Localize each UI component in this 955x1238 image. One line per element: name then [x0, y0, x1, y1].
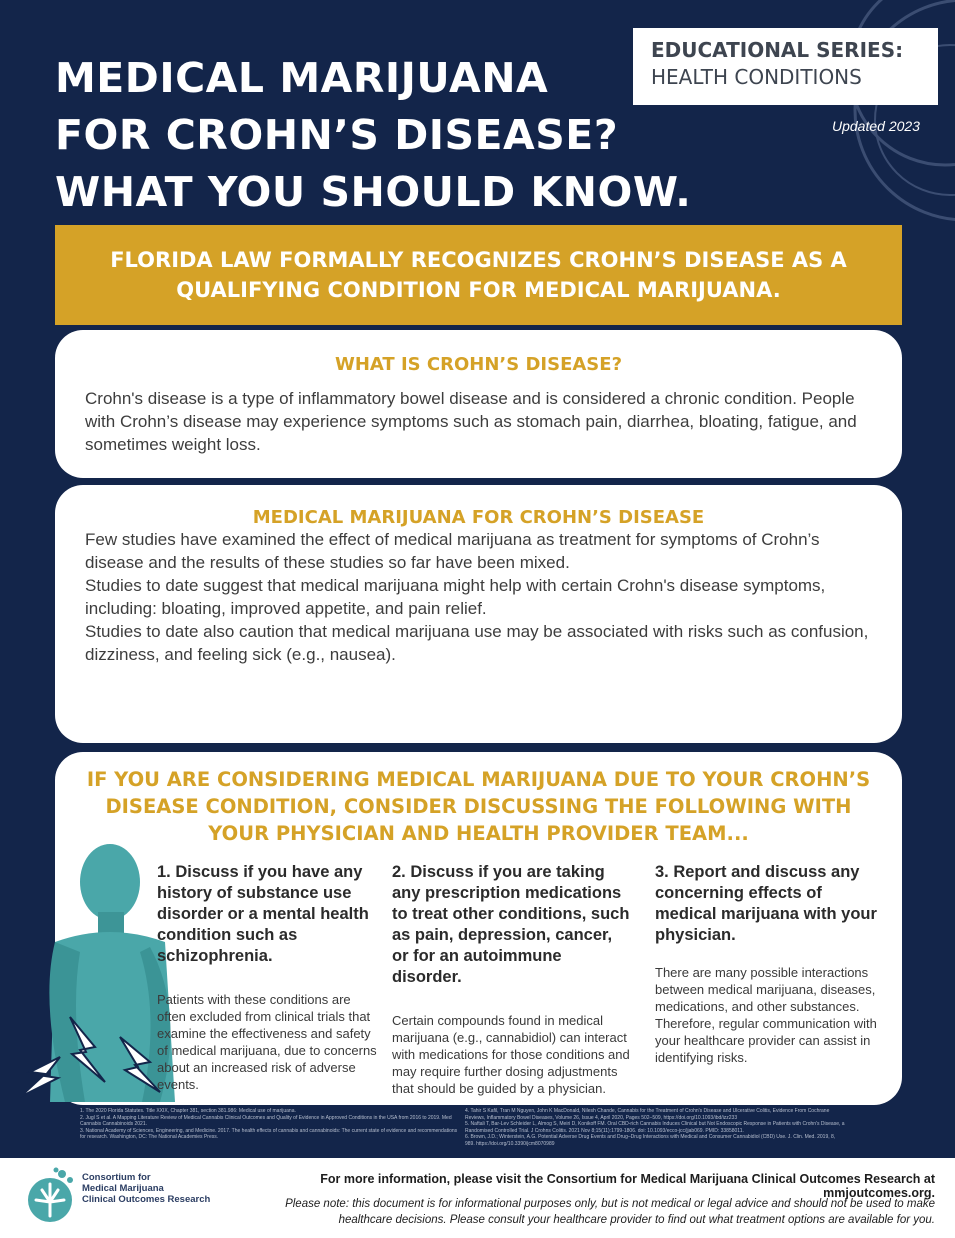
footer: [0, 1158, 955, 1238]
reference-item: 5. Naftali T, Bar-Lev Schleider L, Almog S, Meiri D, Konikoff FM. Oral CBD-rich Cannabis Induces Clinical but Not Endoscopic Response in Patients with Crohn's Disease, a Randomised Controlled Trial. J Crohns Colitis. 2021 Nov 8;15(11):1799-1806. doi: 10.1093/ecco-jcc/jjab069. PMID: 33858011.: [465, 1121, 845, 1134]
column-body: Patients with these conditions are often excluded from clinical trials that examine the effectiveness and safety of medical marijuana, due to concerns about an increased risk of adverse events.: [157, 992, 377, 1092]
more-info-text: For more information, please visit the Consortium for Medical Marijuana Clinical Outcomes Research at mmjoutcomes.org.: [320, 1172, 935, 1200]
mm-for-crohns-heading: MEDICAL MARIJUANA FOR CROHN’S DISEASE: [252, 507, 705, 528]
references-left: [80, 1108, 460, 1141]
reference-item: 2. Jugl S et al. A Mapping Literature Review of Medical Cannabis Clinical Outcomes and Quality of Evidence in Approved Conditions in the USA from 2016 to 2019. Med Cannabis Cannabinoids 2021.: [80, 1114, 452, 1127]
references-right: [465, 1108, 845, 1147]
mm-for-crohns-card: [55, 485, 902, 743]
paragraph: Studies to date suggest that medical marijuana might help with certain Crohn's disease symptoms, including: bloating, improved appetite, and pain relief.: [85, 576, 826, 618]
paragraph: Few studies have examined the effect of medical marijuana as treatment for symptoms of Crohn’s disease and the results of these studies so far have been mixed.: [85, 530, 820, 572]
paragraph: Studies to date also caution that medical marijuana use may be associated with risks such as confusion, dizziness, and feeling sick (e.g., nausea).: [85, 622, 869, 664]
reference-item: 3. National Academy of Sciences, Engineering, and Medicine. 2017. The health effects of cannabis and cannabinoids: The current state of evidence and recommendations for research. Washington, DC: The National Academies Press.: [80, 1127, 458, 1140]
column-body: Certain compounds found in medical marijuana (e.g., cannabidiol) can interact with medications for those conditions and may require further dosing adjustments that should be guided by a physician.: [392, 1013, 630, 1096]
column-body: There are many possible interactions between medical marijuana, diseases, medications, and other substances. Therefore, regular communication with your healthcare provider can assist in identifying risks.: [655, 965, 877, 1065]
consider-column-3: [655, 862, 880, 1066]
series-label-box: [633, 28, 938, 105]
column-title: 2. Discuss if you are taking any prescription medications to treat other conditions, such as pain, depression, cancer, or for an autoimmune disorder.: [392, 863, 630, 986]
reference-item: 1. The 2020 Florida Statutes. Title XXIX, Chapter 381, section 381.986: Medical use of marijuana.: [80, 1108, 296, 1114]
law-banner-text: FLORIDA LAW FORMALLY RECOGNIZES CROHN’S DISEASE AS A QUALIFYING CONDITION FOR MEDICAL MARIJUANA.: [110, 248, 847, 302]
reference-item: 6. Brown, J.D.; Winterstein, A.G. Potential Adverse Drug Events and Drug–Drug Interactions with Medical and Consumer Cannabidiol (CBD) Use. J. Clin. Med. 2019, 8, 989. https://doi.org/10.3390/jcm8070989: [465, 1134, 836, 1147]
series-title: EDUCATIONAL SERIES:: [651, 38, 904, 62]
logo-line: Medical Marijuana: [82, 1183, 164, 1194]
series-subtitle: HEALTH CONDITIONS: [651, 65, 862, 89]
logo-text: [82, 1172, 210, 1205]
consortium-logo: [24, 1166, 244, 1228]
column-title: 3. Report and discuss any concerning effects of medical marijuana with your physician.: [655, 863, 877, 944]
cannabis-leaf-icon: [24, 1166, 80, 1226]
references: [80, 1108, 880, 1154]
considering-heading: IF YOU ARE CONSIDERING MEDICAL MARIJUANA DUE TO YOUR CROHN’S DISEASE CONDITION, CONSIDER DISCUSSING THE FOLLOWING WITH YOUR PHYSICIAN AND HEALTH PROVIDER TEAM...: [86, 768, 871, 845]
what-is-heading: WHAT IS CROHN’S DISEASE?: [334, 354, 623, 375]
reference-item: 4. Tahir S Kafil, Tran M Nguyen, John K MacDonald, Nilesh Chande, Cannabis for the Treatment of Crohn's Disease and Ulcerative Colitis, Evidence From Cochrane Reviews, Inflammatory Bowel Diseases, Volume 26, Issue 4, April 2020, Pages 502–509, https://doi.org/10.1093/ibd/izz233: [465, 1108, 830, 1121]
disclaimer-text: Please note: this document is for informational purposes only, but is not medical or legal advice and should not be used to make healthcare decisions. Please consult your healthcare provider to find out what treatment options are available for you.: [285, 1198, 935, 1226]
updated-date: Updated 2023: [832, 118, 920, 134]
considering-card: [55, 752, 902, 1105]
law-banner: [55, 225, 902, 325]
logo-line: Consortium for: [82, 1172, 151, 1183]
column-title: 1. Discuss if you have any history of substance use disorder or a mental health condition such as schizophrenia.: [157, 863, 369, 965]
title-line: MEDICAL MARIJUANA: [55, 54, 549, 102]
title-line: WHAT YOU SHOULD KNOW.: [55, 168, 692, 216]
what-is-body: Crohn's disease is a type of inflammatory bowel disease and is considered a chronic condition. People with Crohn’s disease may experience symptoms such as stomach pain, diarrhea, bloating, fatigue, and sometimes weight loss.: [85, 389, 857, 454]
what-is-crohns-card: [55, 330, 902, 478]
title-line: FOR CROHN’S DISEASE?: [55, 111, 619, 159]
consider-column-1: [157, 862, 382, 1093]
logo-line: Clinical Outcomes Research: [82, 1194, 211, 1205]
consider-column-2: [392, 862, 632, 1097]
